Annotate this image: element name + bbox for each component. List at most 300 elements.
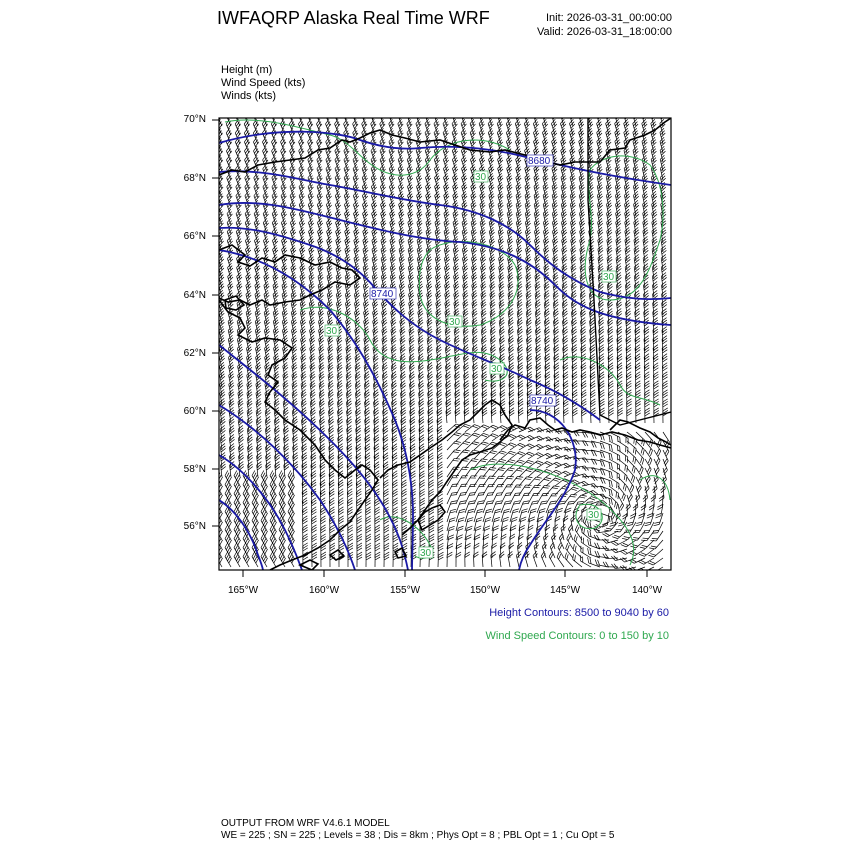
wind-barb (462, 245, 470, 261)
wind-barb (623, 155, 632, 171)
wind-barb (579, 209, 587, 225)
wind-barb (524, 200, 532, 216)
wind-barb (416, 209, 425, 225)
wind-barb (408, 290, 416, 306)
field-label-wind-speed: Wind Speed (kts) (221, 77, 306, 89)
wind-barb (398, 245, 407, 261)
init-time: Init: 2026-03-31_00:00:00 (546, 12, 672, 24)
wind-barb (633, 173, 641, 189)
wind-barb (552, 227, 560, 243)
wind-barb (407, 218, 416, 234)
wind-barb (596, 173, 604, 189)
height-contour-label: 8740 (531, 396, 554, 407)
wind-barb (417, 272, 425, 288)
wind-barb (555, 438, 571, 446)
wind-barb (326, 236, 335, 252)
wind-barb (353, 200, 362, 216)
wind-barb (461, 191, 470, 207)
wind-barb (380, 209, 389, 225)
wind-barb (389, 200, 398, 216)
wind-barb (343, 200, 352, 216)
wind-barb (546, 461, 562, 473)
height-contours-legend: Height Contours: 8500 to 9040 by 60 (489, 607, 669, 619)
wind-barb (479, 218, 487, 234)
wind-barb (471, 263, 479, 279)
wind-barb (246, 335, 254, 351)
wind-barb (515, 137, 524, 153)
wind-barb (300, 317, 308, 333)
map-title: IWFAQRP Alaska Real Time WRF (217, 8, 490, 28)
wind-barb (263, 236, 272, 252)
wind-barb (461, 164, 470, 180)
wind-contour-label: 30 (588, 510, 600, 521)
wind-barb (528, 435, 544, 446)
wind-barb (624, 200, 632, 216)
wind-barb (426, 281, 434, 297)
wind-barb (524, 173, 533, 189)
wind-barb (407, 236, 416, 252)
wind-barb (461, 155, 470, 171)
wind-barb (461, 209, 470, 225)
wind-barb (416, 173, 425, 189)
wind-barb (578, 119, 587, 135)
wind-barb (354, 299, 362, 315)
wind-barb (551, 119, 560, 135)
wind-barb (570, 209, 578, 225)
wind-barb (488, 173, 497, 189)
wind-barb (426, 263, 434, 279)
wind-barb (317, 263, 326, 279)
wind-barb (510, 534, 515, 549)
wind-barb (227, 263, 236, 279)
wind-barb (551, 173, 560, 189)
wind-barb (451, 155, 460, 171)
wind-barb (444, 245, 452, 261)
wind-barb (492, 534, 498, 549)
wind-barb (524, 137, 533, 153)
wind-barb (218, 317, 227, 333)
wind-barb (380, 191, 389, 207)
wind-barb (479, 182, 488, 198)
wind-barb (408, 281, 416, 297)
wind-barb (456, 456, 469, 471)
wind-barb (515, 191, 524, 207)
wind-barb (335, 272, 344, 288)
wind-barb (470, 182, 479, 198)
wind-barb (215, 471, 227, 486)
wind-barb (497, 173, 506, 189)
wind-barb (345, 290, 353, 306)
wind-barb (281, 290, 290, 306)
wind-barb (578, 182, 586, 198)
wind-barb (353, 227, 362, 243)
wind-barb (651, 173, 659, 189)
wind-barb (546, 445, 562, 455)
wind-barb (390, 263, 398, 279)
wind-barb (215, 498, 227, 513)
wind-barb (344, 227, 353, 243)
wind-barb (532, 551, 542, 567)
wind-barb (488, 146, 497, 162)
wind-barb (569, 137, 578, 153)
wind-barb (407, 200, 416, 216)
wind-barb (560, 128, 569, 144)
wind-barb (434, 182, 443, 198)
wind-barb (614, 137, 623, 153)
wind-barb (570, 227, 578, 243)
wind-barb (552, 236, 560, 252)
field-label-winds: Winds (kts) (221, 90, 276, 102)
model-info: OUTPUT FROM WRF V4.6.1 MODEL (221, 818, 390, 829)
wind-barb (443, 164, 452, 180)
wind-barb (578, 164, 587, 180)
wind-contours-legend: Wind Speed Contours: 0 to 150 by 10 (485, 630, 669, 642)
wind-barb (501, 466, 515, 481)
wind-barb (650, 155, 658, 171)
wind-barb (492, 543, 497, 558)
wind-barb (570, 200, 578, 216)
wind-barb (384, 552, 389, 567)
wind-barb (245, 281, 254, 297)
wind-barb (236, 281, 245, 297)
wind-barb (480, 263, 488, 279)
wind-barb (353, 245, 362, 261)
wind-barb (641, 155, 649, 171)
wind-barb (546, 437, 562, 446)
wind-barb (524, 191, 533, 207)
wind-barb (551, 182, 560, 198)
wind-barb (227, 281, 236, 297)
wind-barb (507, 236, 515, 252)
wind-barb (534, 209, 542, 225)
wind-barb (433, 164, 442, 180)
wind-barb (215, 516, 227, 531)
wind-barb (602, 527, 618, 539)
wind-barb (309, 317, 317, 333)
wind-barb (344, 236, 353, 252)
wind-barb (488, 182, 497, 198)
wind-barb (389, 209, 398, 225)
wind-barb (515, 155, 524, 171)
wind-barb (425, 182, 434, 198)
wind-barb (632, 146, 641, 162)
wind-barb (606, 191, 614, 207)
wind-barb (336, 290, 344, 306)
wind-barb (299, 263, 308, 279)
wind-barb (497, 191, 506, 207)
wind-barb (216, 137, 227, 153)
wind-barb (633, 191, 641, 207)
wind-barb (640, 495, 646, 510)
wind-barb (233, 552, 245, 567)
lat-label: 62°N (183, 348, 206, 359)
wind-barb (543, 533, 551, 549)
wind-barb (389, 236, 398, 252)
wind-barb (561, 218, 569, 234)
wind-barb (237, 344, 245, 360)
wind-barb (264, 344, 272, 360)
wind-barb (215, 534, 227, 549)
lon-label: 155°W (389, 585, 421, 596)
wind-barb (371, 263, 379, 279)
wind-barb (334, 200, 343, 216)
wind-barb (398, 218, 407, 234)
wind-barb (578, 137, 587, 153)
wind-barb (236, 272, 245, 288)
model-settings: WE = 225 ; SN = 225 ; Levels = 38 ; Dis = 8km ; Phys Opt = 8 ; PBL Opt = 1 ; Cu Opt = 5 (221, 830, 615, 841)
wind-barb (371, 200, 380, 216)
wind-barb (506, 191, 515, 207)
wind-barb (272, 308, 280, 324)
wind-barb (215, 525, 227, 540)
wind-barb (660, 155, 668, 171)
wind-barb (560, 191, 568, 207)
wind-barb (254, 308, 262, 324)
wind-barb (552, 209, 560, 225)
wind-barb (497, 155, 506, 171)
wind-barb (515, 182, 524, 198)
wind-barb (462, 263, 470, 279)
wind-barb (461, 227, 469, 243)
wind-barb (641, 146, 650, 162)
wind-barb (244, 236, 253, 252)
wind-barb (480, 227, 488, 243)
wind-barb (366, 552, 371, 567)
wind-barb (624, 191, 632, 207)
wind-barb (308, 218, 317, 234)
wind-barb (528, 427, 544, 437)
wind-barb (264, 317, 272, 333)
wind-barb (327, 290, 335, 306)
wind-barb (381, 272, 389, 288)
wind-barb (309, 326, 317, 342)
wind-barb (444, 263, 452, 279)
wind-barb (659, 137, 668, 153)
wind-barb (416, 191, 425, 207)
wind-barb (605, 128, 614, 144)
wind-barb (551, 128, 560, 144)
wind-barb (474, 457, 488, 472)
wind-barb (597, 209, 605, 225)
lon-label: 150°W (469, 585, 501, 596)
wind-barb (447, 456, 460, 471)
lon-label: 145°W (549, 585, 581, 596)
valid-time: Valid: 2026-03-31_18:00:00 (537, 26, 672, 38)
wind-barb (533, 137, 542, 153)
wind-barb (253, 236, 262, 252)
wind-barb (650, 146, 659, 162)
wind-barb (426, 272, 434, 288)
wind-barb (380, 245, 389, 261)
wind-barb (308, 272, 317, 288)
wind-barb (629, 554, 645, 565)
wind-barb (541, 119, 550, 135)
wind-barb (363, 290, 371, 306)
wind-barb (352, 191, 361, 207)
wind-barb (255, 344, 263, 360)
wind-barb (555, 446, 571, 455)
wind-barb (254, 281, 263, 297)
wind-barb (398, 200, 407, 216)
wind-barb (497, 200, 506, 216)
wind-barb (354, 281, 362, 297)
wind-barb (615, 209, 623, 225)
wind-barb (533, 128, 542, 144)
wind-barb (217, 173, 227, 189)
wind-barb (363, 308, 371, 324)
wind-barb (462, 272, 470, 288)
wind-barb (245, 299, 254, 315)
wind-barb (452, 218, 461, 234)
wind-barb (219, 362, 227, 378)
wind-barb (335, 227, 344, 243)
wind-barb (624, 182, 632, 198)
wind-barb (596, 128, 605, 144)
wind-barb (515, 209, 523, 225)
wind-barb (528, 525, 533, 540)
wind-barb (281, 281, 290, 297)
lat-label: 56°N (183, 521, 206, 532)
wind-barb (407, 245, 415, 261)
wind-barb (291, 308, 299, 324)
wind-barb (606, 182, 614, 198)
wind-barb (553, 524, 560, 540)
wind-barb (217, 200, 227, 216)
wind-barb (318, 308, 326, 324)
wind-barb (533, 173, 542, 189)
wind-barb (425, 227, 434, 243)
wind-barb (326, 227, 335, 243)
wind-barb (596, 137, 605, 153)
wind-barb (462, 236, 470, 252)
wind-barb (372, 308, 380, 324)
wind-barb (564, 448, 580, 455)
wind-barb (281, 245, 290, 261)
wind-barb (371, 218, 380, 234)
wind-barb (308, 227, 317, 243)
wind-barb (254, 290, 263, 306)
wind-barb (408, 272, 416, 288)
wind-barb (299, 254, 308, 270)
wind-barb (506, 155, 515, 171)
wind-barb (452, 182, 461, 198)
wind-barb (611, 544, 627, 553)
wind-barb (326, 218, 335, 234)
wind-barb (596, 119, 605, 135)
wind-barb (228, 362, 236, 378)
wind-barb (651, 182, 659, 198)
wind-barb (335, 209, 344, 225)
wind-barb (215, 552, 227, 567)
wind-barb (479, 155, 488, 171)
wind-barb (561, 200, 569, 216)
wind-barb (362, 245, 371, 261)
wind-barb (399, 263, 407, 279)
wind-barb (389, 227, 398, 243)
wind-barb (416, 218, 425, 234)
wind-barb (569, 146, 578, 162)
wind-barb (443, 191, 452, 207)
wind-barb (578, 128, 587, 144)
wind-barb (380, 200, 389, 216)
wind-barb (326, 263, 335, 279)
wind-barb (245, 308, 254, 324)
wind-barb (335, 236, 344, 252)
wind-barb (354, 290, 362, 306)
wind-barb (606, 209, 614, 225)
wind-barb (537, 436, 553, 446)
wind-barb (357, 552, 362, 567)
wind-barb (615, 200, 623, 216)
wind-barb (281, 227, 290, 243)
wind-barb (443, 182, 452, 198)
wind-barb (218, 326, 226, 342)
wind-barb (317, 218, 326, 234)
wind-barb (543, 227, 551, 243)
wind-barb (398, 254, 406, 270)
wind-barb (242, 552, 254, 567)
wind-barb (215, 507, 227, 522)
wind-barb (425, 209, 434, 225)
wind-barb (506, 182, 515, 198)
wind-barb (452, 173, 461, 189)
wind-barb (224, 552, 236, 567)
wind-barb (216, 146, 226, 162)
wind-barb (515, 200, 524, 216)
wind-barb (272, 281, 281, 297)
wind-barb (416, 182, 425, 198)
wind-barb (299, 227, 308, 243)
wind-barb (399, 272, 407, 288)
wind-contour-label: 30 (449, 317, 461, 328)
wind-barb (569, 128, 578, 144)
lat-label: 70°N (183, 114, 206, 125)
wind-barb (316, 209, 325, 225)
wind-barb (363, 281, 371, 297)
wind-barb (497, 146, 506, 162)
wind-barb (426, 254, 434, 270)
wind-barb (227, 272, 236, 288)
wind-barb (263, 308, 271, 324)
wind-barb (245, 272, 254, 288)
wind-barb (649, 486, 656, 502)
wind-barb (254, 272, 263, 288)
wind-barb (290, 290, 299, 306)
wind-barb (614, 119, 623, 135)
wind-barb (612, 527, 627, 540)
wind-barb (344, 245, 353, 261)
wind-barb (651, 191, 659, 207)
wind-barb (344, 272, 352, 288)
wind-barb (442, 155, 451, 171)
wind-barb (362, 236, 371, 252)
wind-barb (579, 218, 587, 234)
wind-barb (215, 480, 227, 495)
wind-barb (614, 155, 623, 171)
wind-barb (579, 191, 587, 207)
wind-barb (273, 335, 281, 351)
wind-barb (523, 128, 532, 144)
wind-barb (534, 218, 542, 234)
wind-barb (362, 209, 371, 225)
wind-barb (363, 299, 371, 315)
wind-barb (610, 512, 618, 528)
wind-barb (497, 182, 506, 198)
wind-barb (498, 254, 506, 270)
wind-barb (452, 227, 460, 243)
wind-barb (471, 254, 479, 270)
wind-barb (480, 245, 488, 261)
